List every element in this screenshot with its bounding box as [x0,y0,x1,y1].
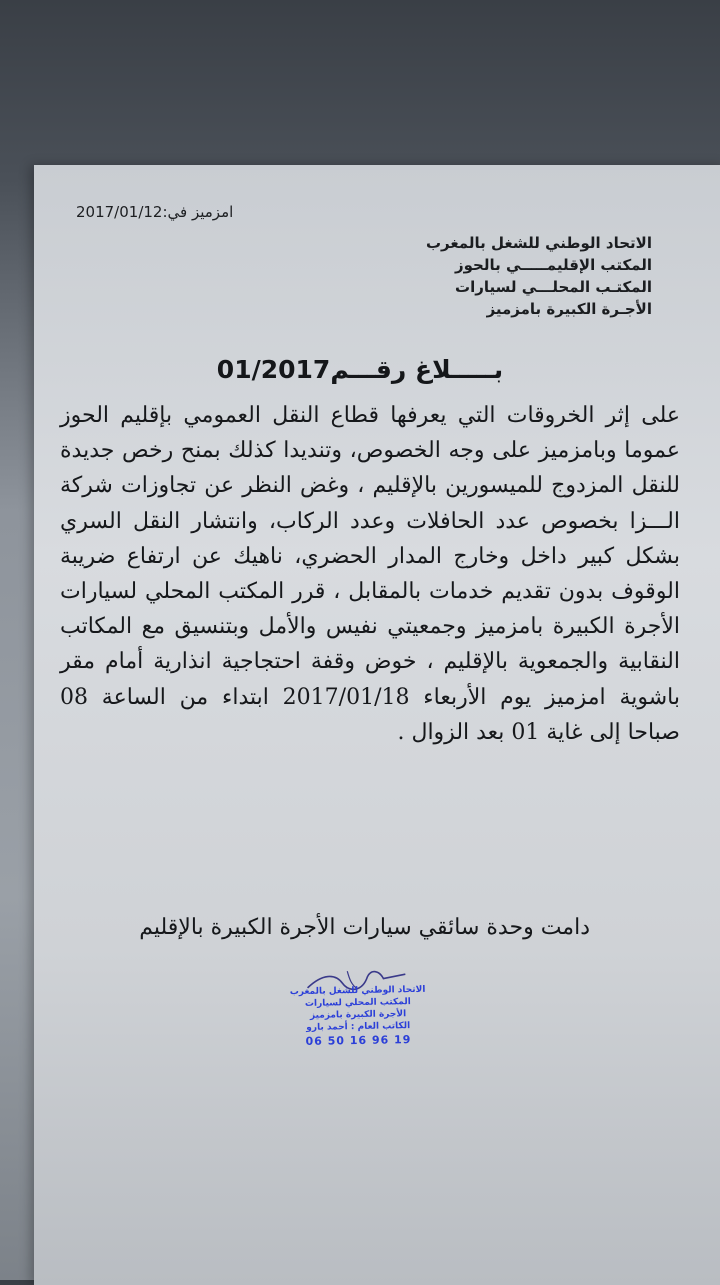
org-line-regional-office: المكتب الإقليمـــــي بالحوز [455,256,652,274]
official-stamp [287,964,429,1061]
organization-header [352,232,652,320]
stamp-phone: 06 50 16 96 19 [305,1033,412,1048]
org-line-union: الاتحاد الوطني للشغل بالمغرب [425,234,652,252]
org-line-local-office: المكتـب المحلـــي لسيارات [455,278,652,296]
org-line-taxi: الأجـرة الكبيرة بامزميز [486,300,652,318]
stamp-line-secretary: الكاتب العام : أحمد بارو [306,1021,411,1033]
stamp-line-office: المكتب المحلي لسيارات [304,997,411,1009]
document-date: امزميز في:2017/01/12 [76,203,234,221]
stamp-line-union: الاتحاد الوطني للشغل بالمغرب [289,984,426,998]
communique-body: على إثر الخروقات التي يعرفها قطاع النقل العمومي بإقليم الحوز عموما وبامزميز على وجه الخصوص، وتنديدا كذلك بمنح رخص جديدة للنقل المزدوج للميسورين بالإقليم ، وغض النظر عن تجاوزات شركة الـــزا بخصوص عدد الحافلات وعدد الركاب، وانتشار النقل السري بشكل كبير داخل وخارج المدار الحضري، ناهيك عن ارتفاع ضريبة الوقوف بدون تقديم خدمات بالمقابل ، قرر المكتب المحلي لسيارات الأجرة الكبيرة بامزميز وجمعيتي نفيس والأمل وبتنسيق مع المكاتب النقابية والجمعوية بالإقليم ، خوض وقفة احتجاجية انذارية أمام مقر باشوية امزميز يوم الأربعاء 2017/01/18 ابتداء من الساعة 08 صباحا إلى غاية 01 بعد الزوال . [60,403,680,745]
stamp-line-taxi: الأجرة الكبيرة بامزميز [309,1009,407,1021]
closing-line: دامت وحدة سائقي سيارات الأجرة الكبيرة بالإقليم [139,915,590,940]
communique-title: بـــــلاغ رقـــم01/2017 [216,355,504,384]
